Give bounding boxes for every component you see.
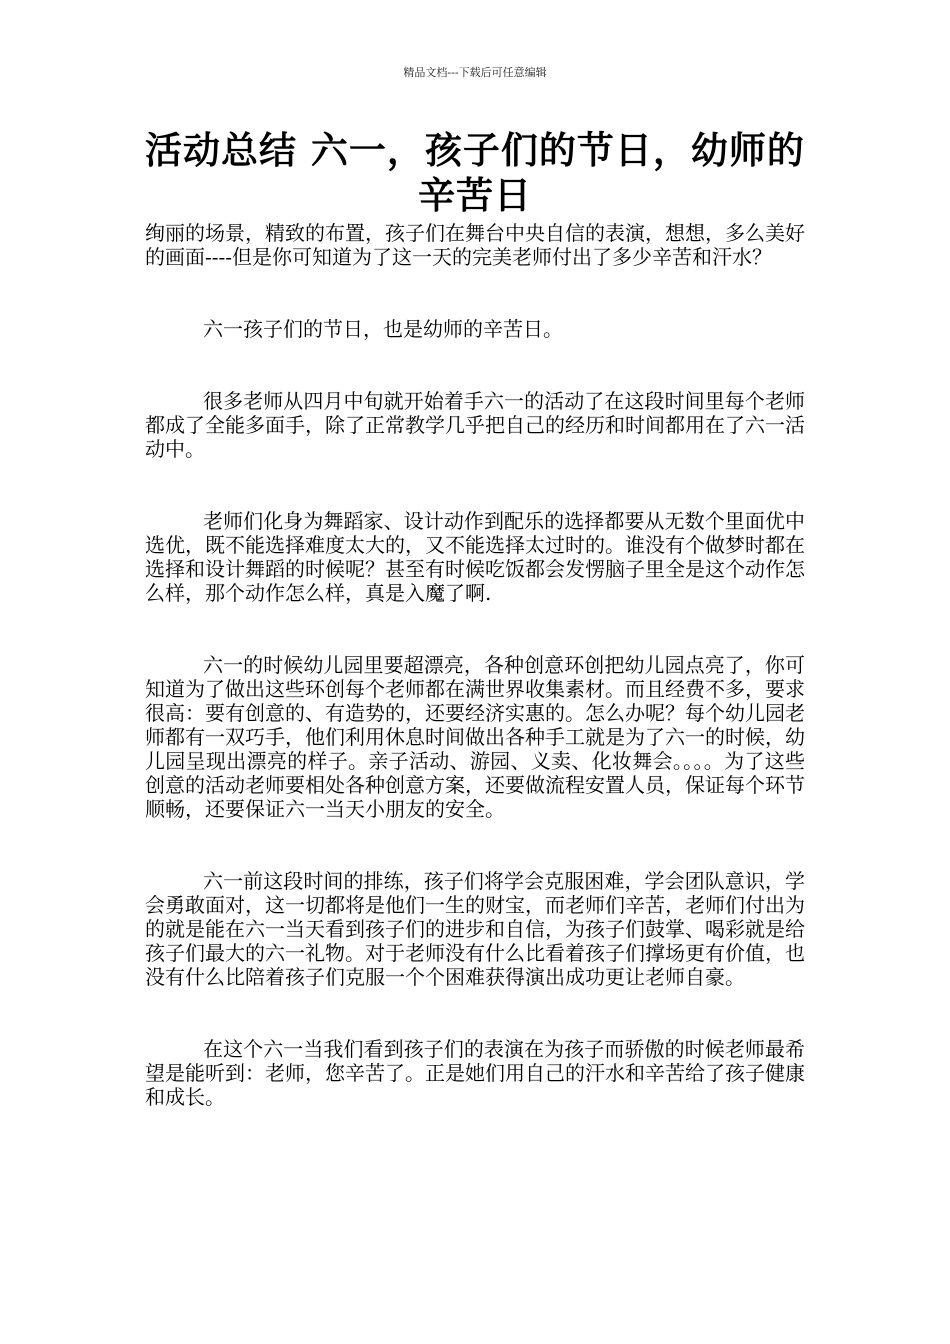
- document-title: 活动总结 六一，孩子们的节日，幼师的辛苦日: [145, 128, 805, 217]
- document-body: [145, 221, 805, 1157]
- paragraph-rehearsal: 六一前这段时间的排练，孩子们将学会克服困难，学会团队意识，学会勇敢面对，这一切都将是他们一生的财宝，而老师们辛苦，老师们付出为的就是能在六一当天看到孩子们的进步和自信，为孩子们鼓掌、喝彩就是给孩子们最大的六一礼物。对于老师没有什么比看着孩子们撑场更有价值，也没有什么比陪着孩子们克服一个个困难获得演出成功更让老师自豪。: [145, 869, 805, 989]
- paragraph-decoration: 六一的时候幼儿园里要超漂亮，各种创意环创把幼儿园点亮了，你可知道为了做出这些环创每个老师都在满世界收集素材。而且经费不多，要求很高：要有创意的、有造势的，还要经济实惠的。怎么办呢？每个幼儿园老师都有一双巧手，他们利用休息时间做出各种手工就是为了六一的时候，幼儿园呈现出漂亮的样子。亲子活动、游园、义卖、化妆舞会。。。。为了这些创意的活动老师要相处各种创意方案，还要做流程安置人员，保证每个环节顺畅，还要保证六一当天小朋友的安全。: [145, 653, 805, 821]
- paragraph-theme: 六一孩子们的节日，也是幼师的辛苦日。: [203, 317, 563, 341]
- paragraph-intro: 绚丽的场景，精致的布置，孩子们在舞台中央自信的表演，想想，多么美好的画面----但是你可知道为了这一天的完美老师付出了多少辛苦和汗水？: [145, 221, 805, 269]
- paragraph-conclusion: 在这个六一当我们看到孩子们的表演在为孩子而骄傲的时候老师最希望是能听到：老师，您辛苦了。正是她们用自己的汗水和辛苦给了孩子健康和成长。: [145, 1037, 805, 1109]
- paragraph-dance: 老师们化身为舞蹈家、设计动作到配乐的选择都要从无数个里面优中选优，既不能选择难度太大的，又不能选择太过时的。谁没有个做梦时都在选择和设计舞蹈的时候呢？甚至有时候吃饭都会发愣脑子里全是这个动作怎么样，那个动作怎么样，真是入魔了啊.: [145, 509, 805, 605]
- paragraph-preparation: 很多老师从四月中旬就开始着手六一的活动了在这段时间里每个老师都成了全能多面手，除了正常教学几乎把自己的经历和时间都用在了六一活动中。: [145, 389, 805, 461]
- page-header-note: 精品文档---下载后可任意编辑: [403, 66, 547, 79]
